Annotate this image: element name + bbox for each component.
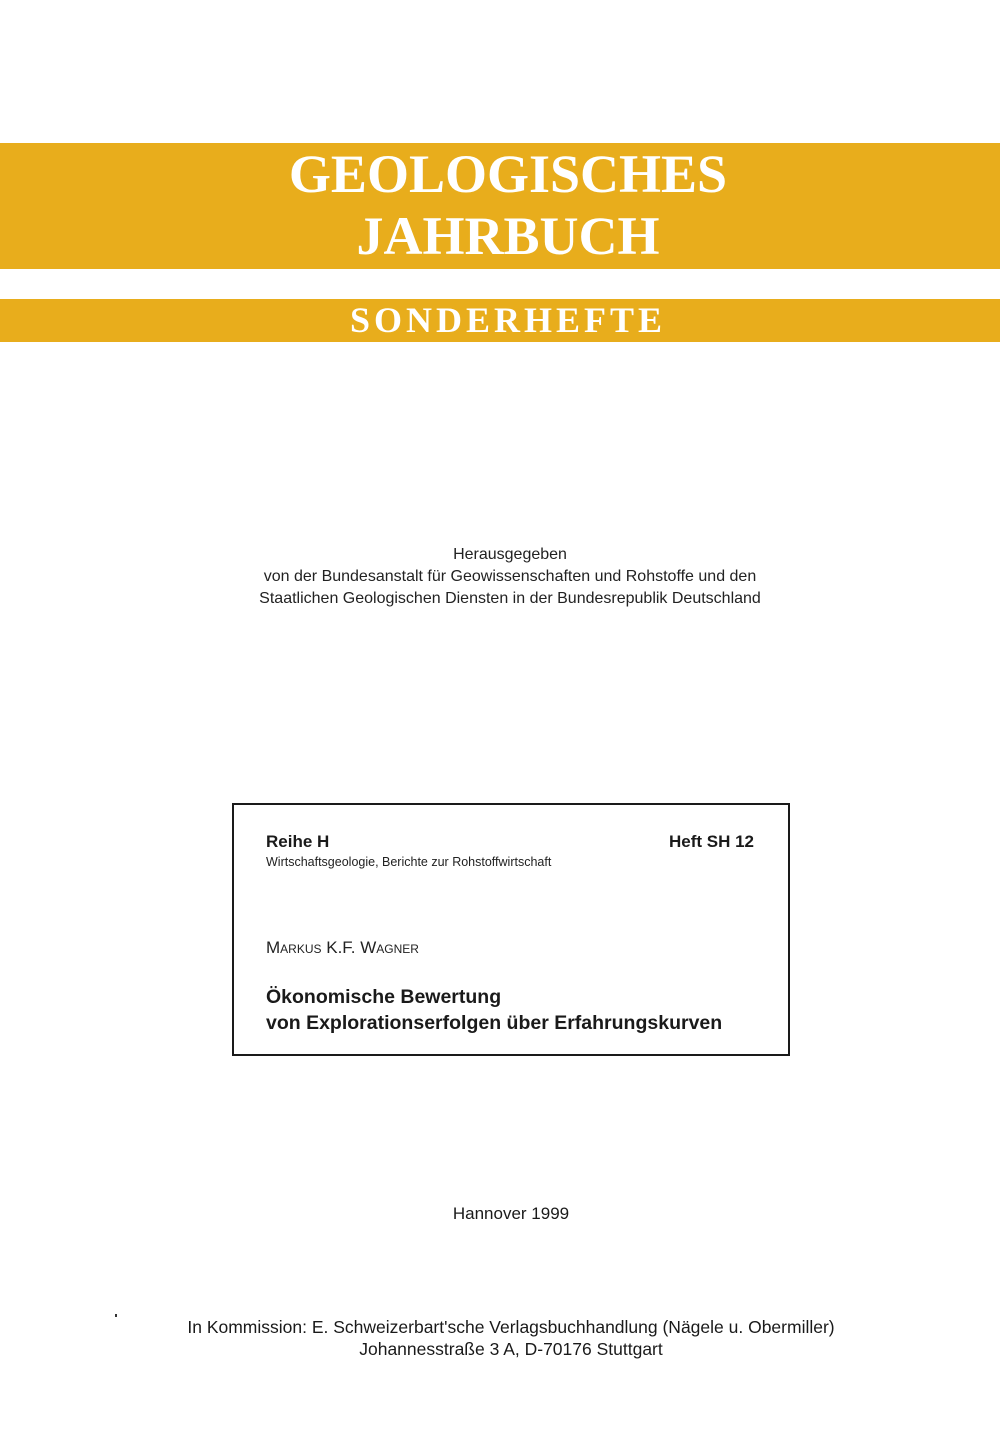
distributor-imprint — [0, 1316, 1000, 1360]
journal-title-line2: JAHRBUCH — [356, 206, 660, 266]
journal-title-line1: GEOLOGISCHES — [288, 144, 728, 204]
publisher-line2: von der Bundesanstalt für Geowissenschaften und Rohstoffe und den — [263, 568, 757, 585]
distributor-line1: In Kommission: E. Schweizerbart'sche Verlagsbuchhandlung (Nägele u. Obermiller) — [187, 1317, 835, 1337]
series-description: Wirtschaftsgeologie, Berichte zur Rohstoffwirtschaft — [266, 855, 552, 869]
work-title-line1: Ökonomische Bewertung — [266, 986, 502, 1008]
author-name: Markus K.F. Wagner — [266, 938, 419, 957]
place-year: Hannover 1999 — [452, 1204, 570, 1223]
volume-info-box — [232, 803, 790, 1056]
work-title-line2: von Explorationserfolgen über Erfahrungskurven — [266, 1012, 723, 1034]
series-label: Reihe H — [266, 832, 330, 851]
series-name: SONDERHEFTE — [349, 300, 667, 340]
work-title — [266, 984, 722, 1036]
publisher-line1: Herausgegeben — [453, 546, 567, 563]
distributor-line2: Johannesstraße 3 A, D-70176 Stuttgart — [359, 1339, 663, 1359]
publisher-statement — [0, 544, 1000, 610]
issue-number: Heft SH 12 — [668, 832, 754, 851]
publisher-line3: Staatlichen Geologischen Diensten in der Bundesrepublik Deutschland — [259, 590, 761, 607]
